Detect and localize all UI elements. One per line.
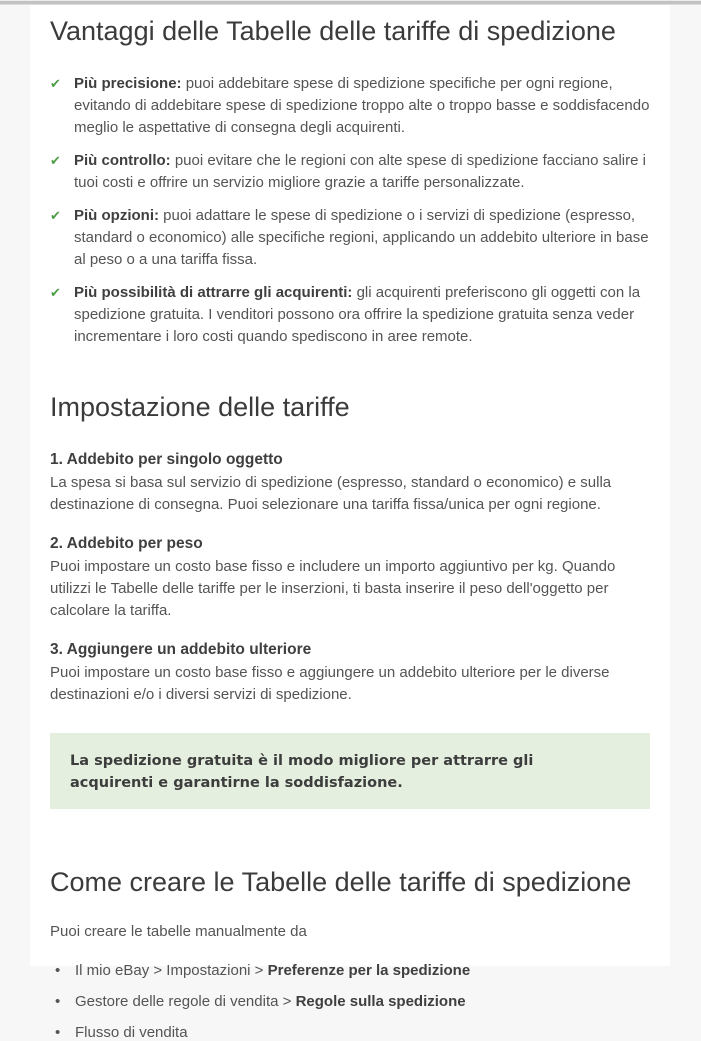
path-regular: Gestore delle regole di vendita >: [75, 993, 292, 1010]
check-icon: ✔: [50, 208, 61, 223]
benefit-label: Più controllo:: [74, 152, 171, 169]
setup-title: Impostazione delle tariffe: [50, 392, 350, 422]
step-heading: 3. Aggiungere un addebito ulteriore: [50, 641, 312, 658]
check-icon: ✔: [50, 285, 61, 300]
benefit-item-buyers: [50, 282, 655, 348]
benefit-item-control: [50, 150, 655, 194]
step-single-item: [50, 449, 655, 516]
step-text: La spesa si basa sul servizio di spedizione (espresso, standard o economico) e sulla destinazione di consegna. Puoi selezionare una tariffa fissa/unica per ogni regione.: [50, 474, 612, 513]
benefit-label: Più possibilità di attrarre gli acquirenti:: [74, 284, 353, 301]
check-icon: ✔: [50, 153, 61, 168]
step-heading: 1. Addebito per singolo oggetto: [50, 451, 283, 468]
benefit-text: [74, 73, 655, 139]
path-my-ebay: [50, 962, 655, 979]
bullet-icon: •: [55, 962, 61, 979]
step-heading: 2. Addebito per peso: [50, 535, 203, 552]
setup-steps: [50, 449, 655, 706]
benefit-description: gli acquirenti preferiscono gli oggetti con la spedizione gratuita. I venditori possono ora offrire la spedizione gratuita senza veder incrementare i loro costi quando spediscono in aree remote.: [74, 284, 641, 345]
benefit-description: puoi evitare che le regioni con alte spese di spedizione facciano salire i tuoi costi e offrire un servizio migliore grazie a tariffe personalizzate.: [74, 152, 646, 191]
benefit-text: [74, 205, 655, 271]
benefit-label: Più precisione:: [74, 75, 182, 92]
step-text: Puoi impostare un costo base fisso e includere un importo aggiuntivo per kg. Quando utilizzi le Tabelle delle tariffe per le inserzioni, ti basta inserire il peso dell'oggetto per calcolare la tariffa.: [50, 558, 616, 619]
create-intro: Puoi creare le tabelle manualmente da: [50, 923, 307, 940]
path-regular: Flusso di vendita: [75, 1024, 188, 1041]
help-article: [30, 5, 670, 1041]
path-selling-flow: [50, 1024, 655, 1041]
path-bold: Preferenze per la spedizione: [267, 962, 471, 979]
bullet-icon: •: [55, 1024, 61, 1041]
step-text: Puoi impostare un costo base fisso e aggiungere un addebito ulteriore per le diverse destinazioni e/o i diversi servizi di spedizione.: [50, 664, 610, 703]
benefits-title: Vantaggi delle Tabelle delle tariffe di spedizione: [50, 16, 616, 46]
path-text: [75, 962, 470, 979]
path-text: [75, 993, 466, 1010]
benefit-description: puoi adattare le spese di spedizione o i servizi di spedizione (espresso, standard o economico) alle specifiche regioni, applicando un addebito ulteriore in base al peso o a una tariffa fissa.: [74, 207, 649, 268]
check-icon: ✔: [50, 76, 61, 91]
benefit-text: [74, 282, 655, 348]
path-text: [75, 1024, 188, 1041]
benefit-label: Più opzioni:: [74, 207, 159, 224]
path-bold: Regole sulla spedizione: [295, 993, 466, 1010]
free-shipping-callout: [50, 733, 650, 809]
benefit-description: puoi addebitare spese di spedizione specifiche per ogni regione, evitando di addebitare spese di spedizione troppo alte o troppo basse e soddisfacendo meglio le aspettative di consegna degli acquirenti.: [74, 75, 650, 136]
step-surcharge: [50, 639, 655, 706]
path-regular: Il mio eBay > Impostazioni >: [75, 962, 264, 979]
path-rules-manager: [50, 993, 655, 1010]
create-title: Come creare le Tabelle delle tariffe di spedizione: [50, 867, 632, 897]
bullet-icon: •: [55, 993, 61, 1010]
benefit-text: [74, 150, 655, 194]
benefits-list: [50, 73, 655, 348]
benefit-item-options: [50, 205, 655, 271]
benefit-item-precision: [50, 73, 655, 139]
create-paths-list: [50, 962, 655, 1041]
callout-text: La spedizione gratuita è il modo migliore per attrarre gli acquirenti e garantirne la soddisfazione.: [70, 753, 534, 791]
step-by-weight: [50, 533, 655, 622]
